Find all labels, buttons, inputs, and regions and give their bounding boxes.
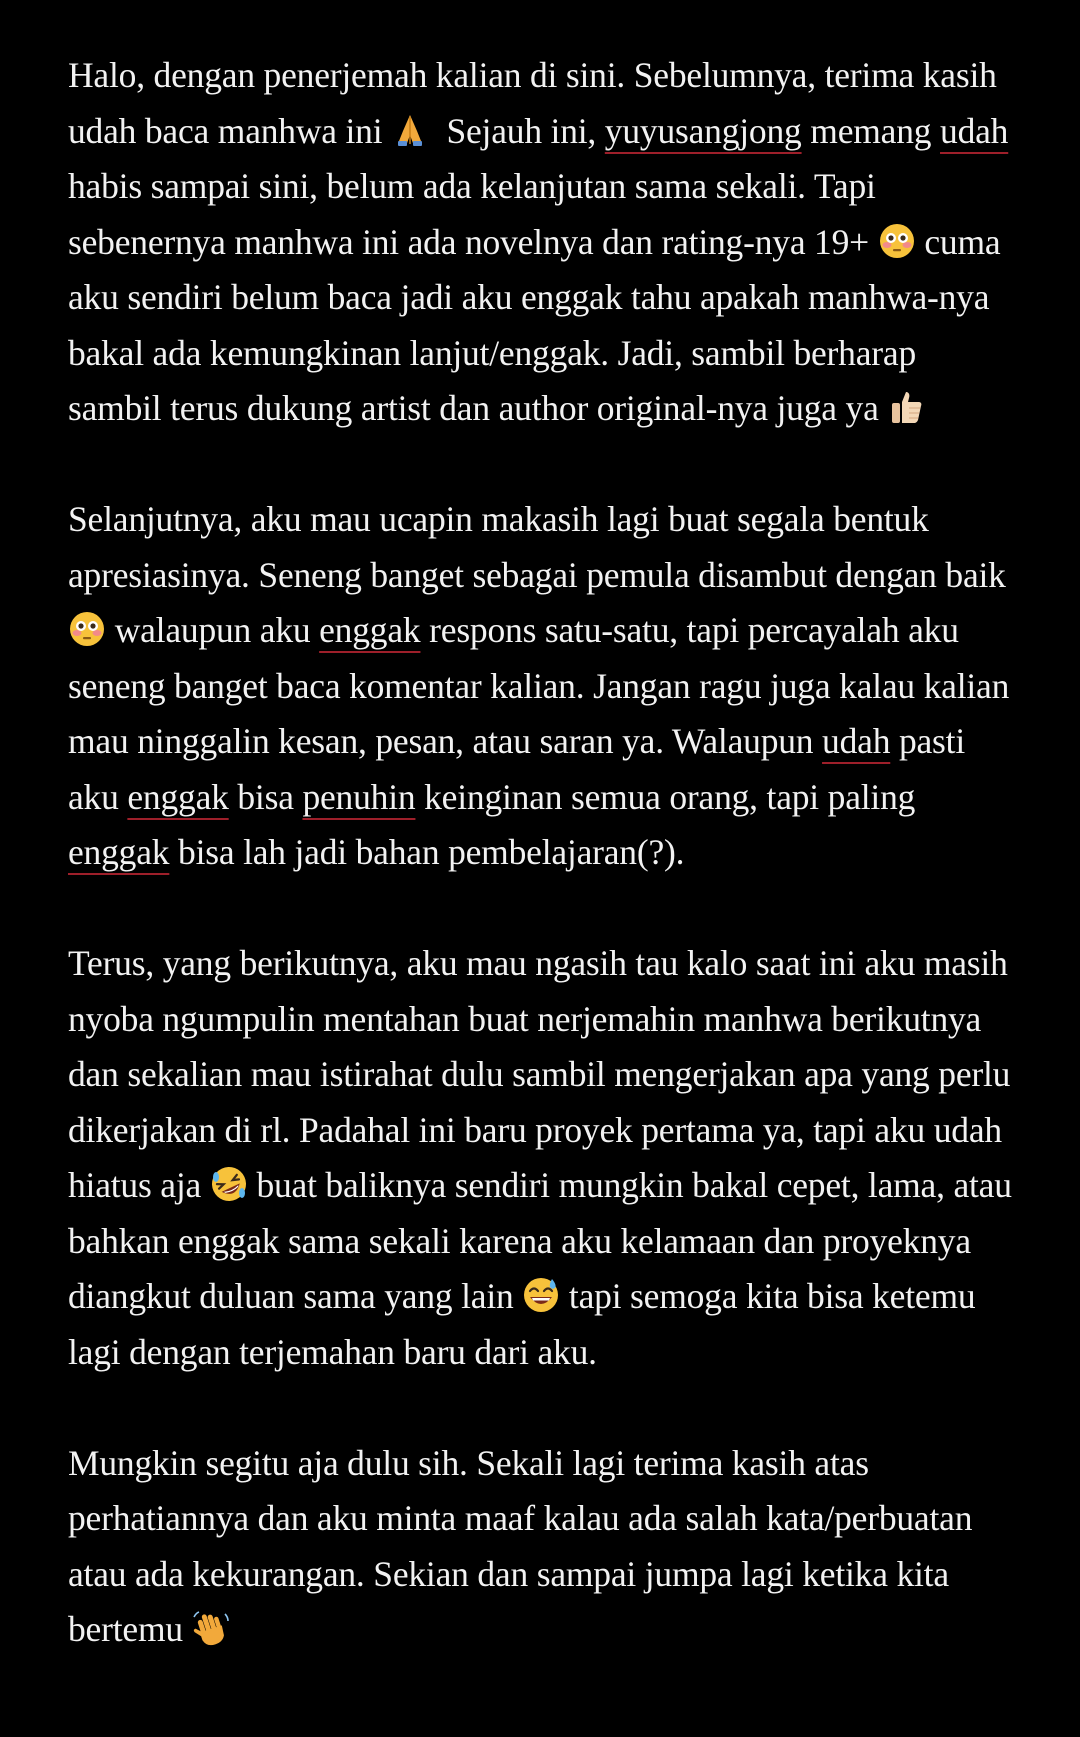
text-segment: Terus, yang berikutnya, aku mau ngasih tau kalo saat ini aku masih nyoba ngumpulin mentahan buat nerjemahin manhwa berikutnya dan sekalian mau istirahat dulu sambil mengerjakan apa yang perlu dikerjakan di rl. Padahal ini baru proyek pertama ya, tapi aku udah hiatus aja [68,943,1011,1205]
paragraph-4 [68,1436,1018,1658]
flushed-face-icon [68,610,106,648]
rolling-laughing-face-icon [210,1165,248,1203]
thumbs-up-icon [887,388,925,426]
misspelled-word[interactable]: enggak [68,832,170,872]
misspelled-word[interactable]: enggak [127,776,229,817]
misspelled-word[interactable]: yuyusangjong [604,110,802,151]
text-segment: bisa lah jadi bahan pembelajaran(?). [178,832,685,872]
text-segment: habis sampai sini, belum ada kelanjutan sama sekali. Tapi sebenernya manhwa ini ada novelnya dan rating-nya 19+ [68,166,876,262]
waving-hand-icon [192,1609,230,1647]
text-segment: respons satu-satu, tapi percayalah aku seneng banget baca komentar kalian. Jangan ragu juga kalau kalian mau ninggalin kesan, pesan, atau saran ya. Walaupun [68,610,1010,761]
text-segment: Sejauh ini, [446,110,597,151]
text-segment: Selanjutnya, aku mau ucapin makasih lagi buat segala bentuk apresiasinya. Seneng banget sebagai pemula disambut dengan baik [68,499,1006,595]
text-segment: Mungkin segitu aja dulu sih. Sekali lagi terima kasih atas perhatiannya dan aku minta maaf kalau ada salah kata/perbuatan atau ada kekurangan. Sekian dan sampai jumpa lagi ketika kita bertemu [68,1442,973,1649]
grinning-sweat-face-icon [522,1276,560,1314]
paragraph-1 [68,48,1018,437]
misspelled-word[interactable]: penuhin [302,776,416,817]
text-segment: cuma aku sendiri belum baca jadi aku enggak tahu apakah manhwa-nya bakal ada kemungkinan lanjut/enggak. Jadi, sambil berharap sambil terus dukung artist dan author original-nya juga ya [68,221,1001,428]
misspelled-word[interactable]: udah [940,110,1009,151]
folded-hands-icon [391,111,429,149]
text-segment: bisa [237,776,294,817]
text-segment: Halo, dengan penerjemah kalian di sini. Sebelumnya, terima kasih udah baca manhwa ini [68,55,997,151]
paragraph-2 [68,492,1018,881]
misspelled-word[interactable]: udah [822,721,891,761]
text-segment: memang [810,110,932,151]
text-segment: keinginan semua orang, tapi paling [424,776,916,817]
text-segment: tapi semoga kita bisa ketemu lagi dengan terjemahan baru dari aku. [68,1276,976,1372]
text-segment: pasti aku [68,721,966,817]
text-segment: walaupun aku [114,610,311,650]
text-segment: buat baliknya sendiri mungkin bakal cepet, lama, atau bahkan enggak sama sekali karena aku kelamaan dan proyeknya diangkut duluan sama yang lain [68,1165,1012,1316]
translator-note [68,48,1018,1658]
flushed-face-icon [878,222,916,260]
paragraph-3 [68,936,1018,1380]
misspelled-word[interactable]: enggak [319,610,421,650]
